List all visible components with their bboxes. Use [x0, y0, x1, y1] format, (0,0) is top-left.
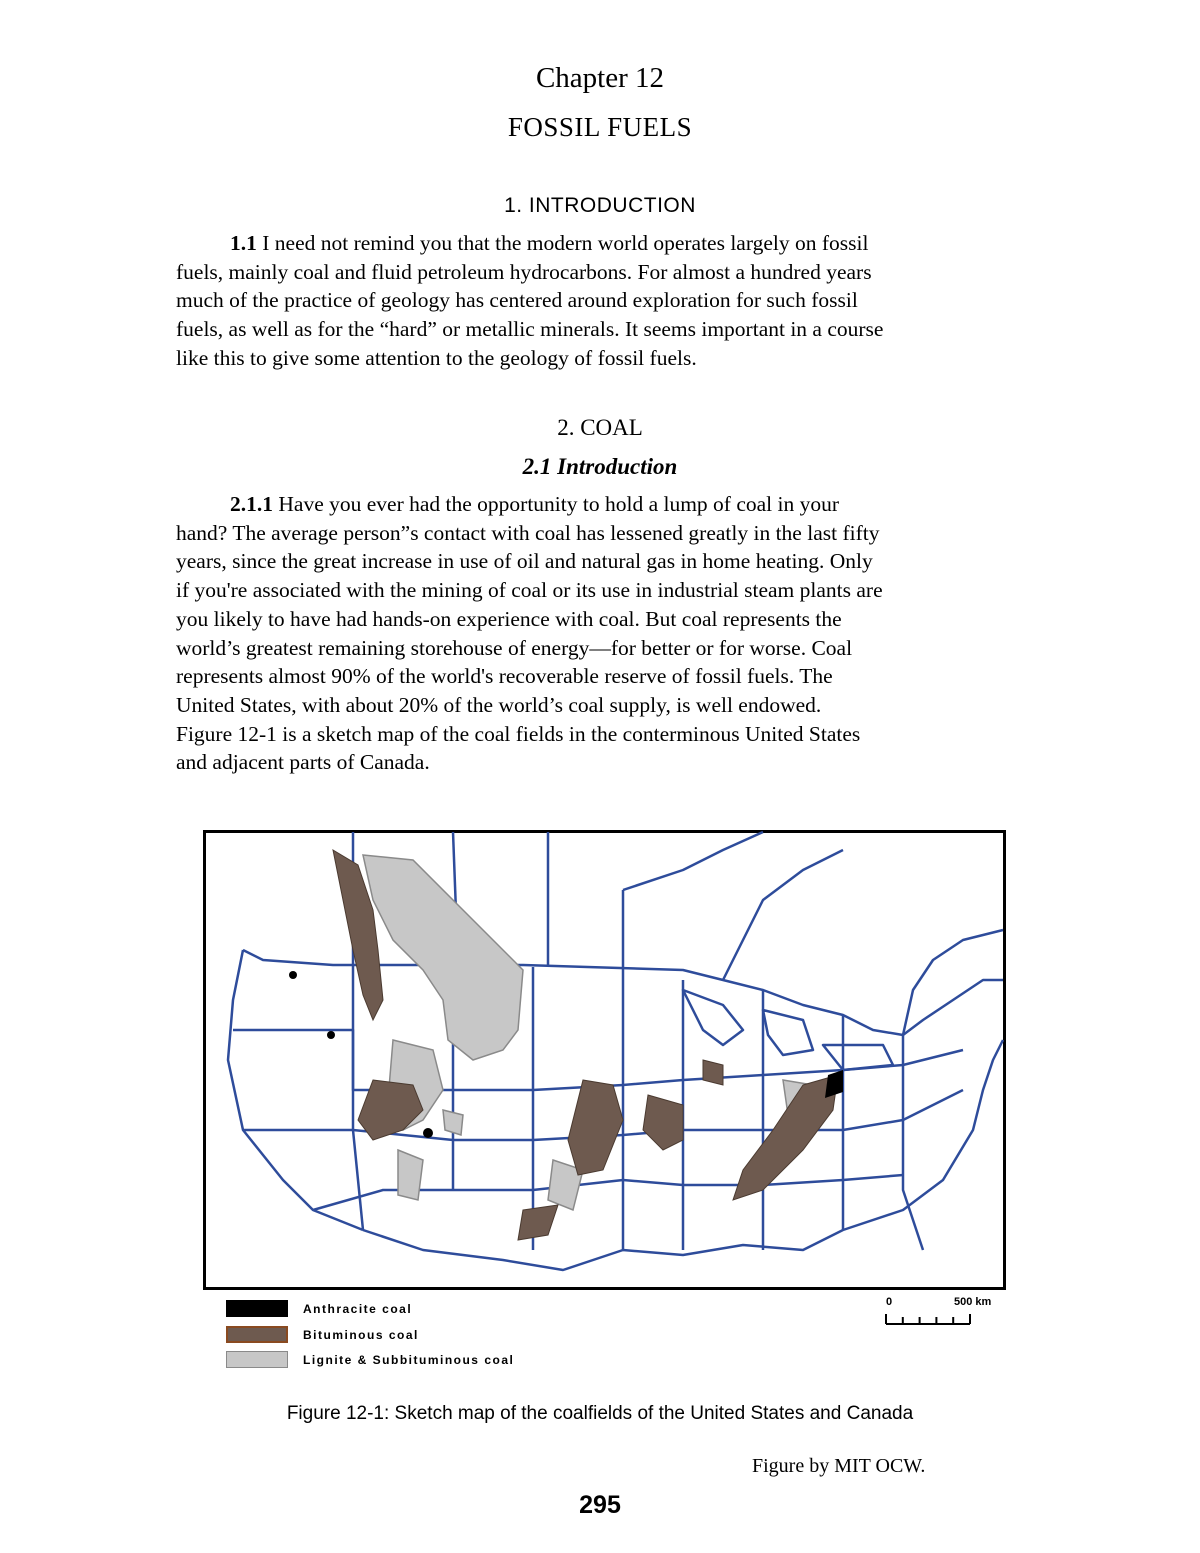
coalfield-map-svg	[203, 830, 1006, 1290]
paragraph-line: fuels, as well as for the “hard” or metallic minerals. It seems important in a course	[176, 317, 884, 342]
paragraph-line: fuels, mainly coal and fluid petroleum hydrocarbons. For almost a hundred years	[176, 259, 872, 284]
paragraph-number: 2.1.1	[230, 492, 273, 516]
legend-label: Bituminous coal	[303, 1328, 419, 1342]
paragraph-line: you likely to have had hands-on experience with coal. But coal represents the	[176, 606, 842, 631]
chapter-heading: Chapter 12	[535, 62, 665, 94]
paragraph-1-1	[176, 229, 1036, 373]
scale-bar	[884, 1296, 1004, 1330]
paragraph-line: hand? The average person”s contact with coal has lessened greatly in the last fifty	[176, 520, 880, 545]
scale-label-end: 500 km	[954, 1296, 992, 1308]
paragraph-line: Figure 12-1 is a sketch map of the coal fields in the conterminous United States	[176, 721, 861, 746]
paragraph-line: much of the practice of geology has centered around exploration for such fossil	[176, 288, 858, 313]
paragraph-line: if you're associated with the mining of coal or its use in industrial steam plants are	[176, 578, 883, 603]
paragraph-number: 1.1	[230, 231, 257, 255]
legend-swatch-bituminous	[226, 1326, 288, 1343]
paragraph-2-1-1	[176, 490, 1036, 777]
section-1-heading: 1. INTRODUCTION	[504, 194, 696, 217]
paragraph-line: like this to give some attention to the geology of fossil fuels.	[176, 345, 697, 370]
paragraph-line: represents almost 90% of the world's recoverable reserve of fossil fuels. The	[176, 664, 833, 689]
figure-caption: Figure 12-1: Sketch map of the coalfields of the United States and Canada	[286, 1403, 914, 1424]
paragraph-line	[176, 490, 1036, 519]
paragraph-text: I need not remind you that the modern world operates largely on fossil	[262, 231, 869, 255]
map-frame	[205, 832, 1005, 1289]
paragraph-line: world’s greatest remaining storehouse of energy—for better or for worse. Coal	[176, 635, 853, 660]
scale-ruler	[884, 1312, 974, 1326]
paragraph-line: and adjacent parts of Canada.	[176, 750, 430, 775]
section-2-heading: 2. COAL	[557, 415, 643, 440]
legend-swatch-anthracite	[226, 1300, 288, 1317]
figure-credit: Figure by MIT OCW.	[752, 1455, 926, 1477]
scale-label-zero: 0	[886, 1296, 893, 1308]
page-number: 295	[579, 1491, 621, 1519]
legend-label: Lignite & Subbituminous coal	[303, 1353, 515, 1367]
paragraph-text: Have you ever had the opportunity to hold a lump of coal in your	[278, 492, 840, 516]
chapter-title: FOSSIL FUELS	[507, 112, 693, 142]
paragraph-line: years, since the great increase in use of oil and natural gas in home heating. Only	[176, 549, 873, 574]
paragraph-line	[176, 229, 1036, 258]
legend-label: Anthracite coal	[303, 1302, 413, 1316]
legend-swatch-lignite	[226, 1351, 288, 1368]
paragraph-line: United States, with about 20% of the world’s coal supply, is well endowed.	[176, 692, 822, 717]
coalfield-map	[203, 830, 1006, 1290]
subsection-2-1-heading: 2.1 Introduction	[522, 454, 678, 479]
